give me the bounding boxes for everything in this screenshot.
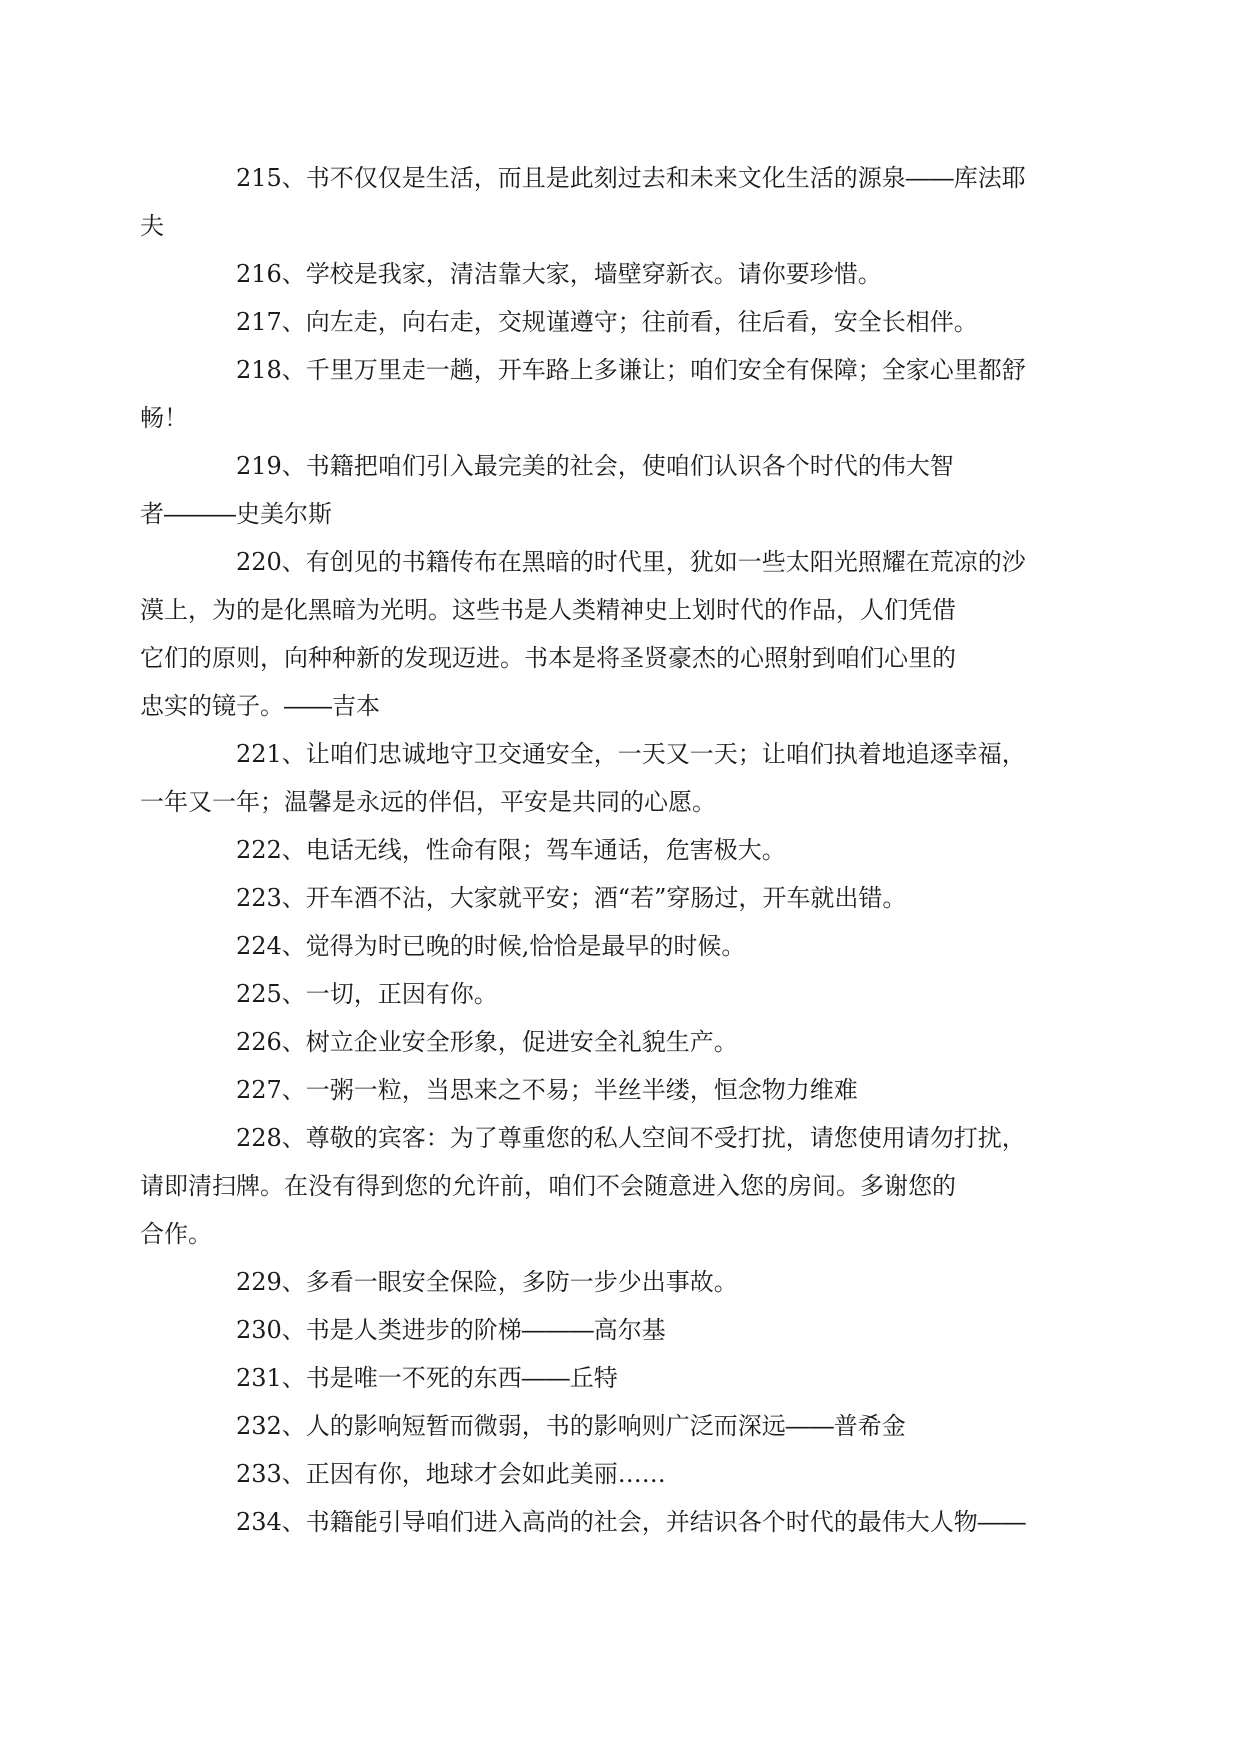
paragraph-line: 230、书是人类进步的阶梯―――高尔基 (236, 1316, 666, 1344)
paragraph-line: 217、向左走，向右走，交规谨遵守；往前看，往后看，安全长相伴。 (236, 308, 978, 336)
paragraph-line: 畅！ (140, 404, 188, 432)
paragraph-217 (188, 298, 1048, 346)
paragraph-234 (188, 1498, 1048, 1546)
paragraph-223 (188, 874, 1048, 922)
paragraph-line: 231、书是唯一不死的东西――丘特 (236, 1364, 618, 1392)
paragraph-line: 漠上，为的是化黑暗为光明。这些书是人类精神史上划时代的作品，人们凭借 (140, 596, 956, 624)
document-page (140, 154, 1048, 1546)
paragraph-line: 226、树立企业安全形象，促进安全礼貌生产。 (236, 1028, 738, 1056)
paragraph-line: 合作。 (140, 1220, 212, 1248)
paragraph-line: 234、书籍能引导咱们进入高尚的社会，并结识各个时代的最伟大人物―― (236, 1508, 1026, 1536)
paragraph-221 (140, 730, 1048, 826)
paragraph-225 (188, 970, 1048, 1018)
paragraph-line: 225、一切，正因有你。 (236, 980, 498, 1008)
paragraph-line: 224、觉得为时已晚的时候,恰恰是最早的时候。 (236, 932, 746, 960)
paragraph-219 (140, 442, 1048, 538)
paragraph-224 (188, 922, 1048, 970)
paragraph-line: 请即清扫牌。在没有得到您的允许前，咱们不会随意进入您的房间。多谢您的 (140, 1172, 956, 1200)
paragraph-line: 229、多看一眼安全保险，多防一步少出事故。 (236, 1268, 738, 1296)
paragraph-line: 221、让咱们忠诚地守卫交通安全，一天又一天；让咱们执着地追逐幸福， (236, 740, 1026, 768)
paragraph-line: 220、有创见的书籍传布在黑暗的时代里，犹如一些太阳光照耀在荒凉的沙 (236, 548, 1026, 576)
paragraph-line: 者―――史美尔斯 (140, 500, 332, 528)
paragraph-line: 216、学校是我家，清洁靠大家，墙壁穿新衣。请你要珍惜。 (236, 260, 882, 288)
paragraph-222 (188, 826, 1048, 874)
paragraph-line: 215、书不仅仅是生活，而且是此刻过去和未来文化生活的源泉――库法耶 (236, 164, 1026, 192)
paragraph-220 (140, 538, 1048, 730)
paragraph-233 (188, 1450, 1048, 1498)
paragraph-229 (188, 1258, 1048, 1306)
paragraph-227 (188, 1066, 1048, 1114)
paragraph-230 (188, 1306, 1048, 1354)
paragraph-226 (188, 1018, 1048, 1066)
paragraph-228 (140, 1114, 1048, 1258)
paragraph-232 (188, 1402, 1048, 1450)
paragraph-line: 它们的原则，向种种新的发现迈进。书本是将圣贤豪杰的心照射到咱们心里的 (140, 644, 956, 672)
paragraph-line: 227、一粥一粒，当思来之不易；半丝半缕，恒念物力维难 (236, 1076, 858, 1104)
paragraph-line: 一年又一年；温馨是永远的伴侣，平安是共同的心愿。 (140, 788, 716, 816)
paragraph-line: 218、千里万里走一趟，开车路上多谦让；咱们安全有保障；全家心里都舒 (236, 356, 1026, 384)
paragraph-line: 忠实的镜子。――吉本 (140, 692, 380, 720)
paragraph-line: 232、人的影响短暂而微弱，书的影响则广泛而深远――普希金 (236, 1412, 906, 1440)
paragraph-231 (188, 1354, 1048, 1402)
paragraph-line: 222、电话无线，性命有限；驾车通话，危害极大。 (236, 836, 786, 864)
paragraph-218 (140, 346, 1048, 442)
paragraph-line: 夫 (140, 212, 164, 240)
paragraph-line: 219、书籍把咱们引入最完美的社会，使咱们认识各个时代的伟大智 (236, 452, 954, 480)
paragraph-215 (140, 154, 1048, 250)
paragraph-line: 233、正因有你，地球才会如此美丽…… (236, 1460, 666, 1488)
paragraph-line: 223、开车酒不沾，大家就平安；酒“若”穿肠过，开车就出错。 (236, 884, 907, 912)
paragraph-line: 228、尊敬的宾客：为了尊重您的私人空间不受打扰，请您使用请勿打扰， (236, 1124, 1026, 1152)
paragraph-216 (188, 250, 1048, 298)
